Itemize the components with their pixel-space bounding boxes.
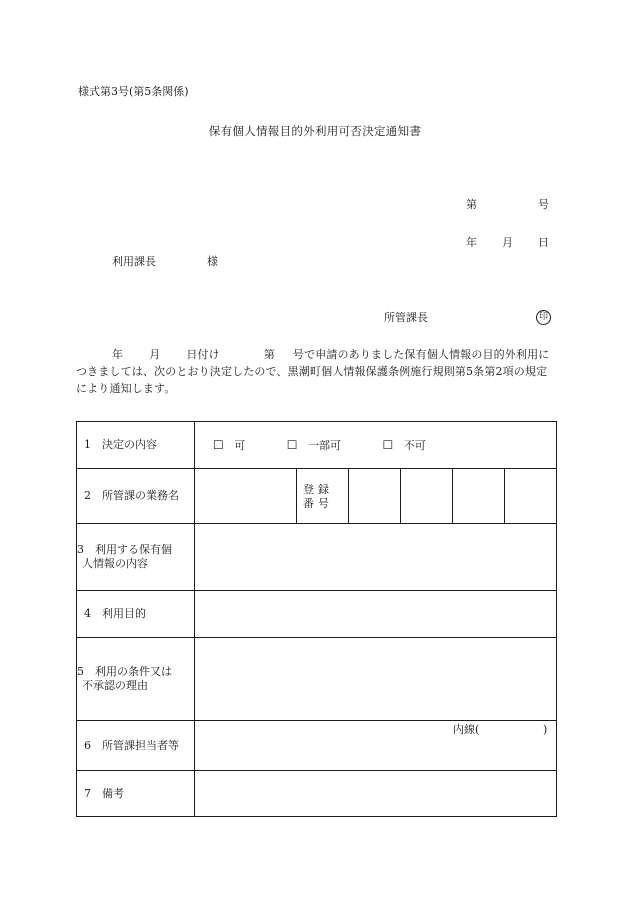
row-label-staff: 6 所管課担当者等: [77, 721, 195, 771]
body-month: 月: [149, 348, 161, 361]
document-number-prefix: 第: [466, 198, 477, 211]
body-dated: 日付け: [186, 348, 220, 361]
body-year: 年: [112, 348, 124, 361]
info-content-field[interactable]: [195, 524, 557, 591]
row-label-conditions: 5 利用の条件又は 不承認の理由: [77, 638, 195, 721]
extension-close: ): [543, 723, 548, 736]
form-style-label: 様式第3号(第5条関係): [78, 85, 189, 98]
checkbox-icon: ☐: [382, 437, 394, 452]
remarks-field[interactable]: [195, 771, 557, 817]
registration-number-cell[interactable]: [453, 469, 505, 524]
conditions-field[interactable]: [195, 638, 557, 721]
table-row: [77, 638, 557, 721]
decision-form-table: [76, 421, 557, 817]
table-row: [77, 591, 557, 638]
checkbox-icon: ☐: [286, 437, 298, 452]
row-label-purpose: 4 利用目的: [77, 591, 195, 638]
row-label-decision: 1 決定の内容: [77, 422, 195, 469]
table-row: [77, 524, 557, 591]
registration-number-label: 登録番号: [297, 469, 349, 524]
row-label-business-name: 2 所管課の業務名: [77, 469, 195, 524]
body-sentence: 号で申請のありました保有個人情報の目的外利用につきましては、次のとおり決定したので、黒潮町個人情報保護条例施行規則第5条第2項の規定により通知します。: [76, 348, 550, 395]
row-label-remarks: 7 備考: [77, 771, 195, 817]
seal-mark-icon: 印: [536, 310, 551, 325]
recipient-honorific: 様: [207, 255, 218, 268]
option-partial[interactable]: ☐ 一部可: [286, 437, 342, 452]
document-title: 保有個人情報目的外利用可否決定通知書: [208, 124, 422, 138]
option-reject[interactable]: ☐ 不可: [382, 437, 426, 452]
extension-label: 内線(: [453, 723, 480, 736]
registration-number-cell[interactable]: [401, 469, 453, 524]
decision-options: [195, 422, 557, 469]
table-row: [77, 771, 557, 817]
staff-field[interactable]: [195, 721, 557, 771]
purpose-field[interactable]: [195, 591, 557, 638]
checkbox-icon: ☐: [213, 437, 224, 452]
date-month-label: 月: [502, 236, 513, 249]
body-number-prefix: 第: [263, 348, 275, 361]
recipient-name: 利用課長: [112, 255, 156, 268]
table-row: [77, 422, 557, 469]
date-day-label: 日: [538, 236, 549, 249]
registration-number-cell[interactable]: [349, 469, 401, 524]
row-label-info-content: 3 利用する保有個 人情報の内容: [77, 524, 195, 591]
document-number-suffix: 号: [538, 198, 549, 211]
date-year-label: 年: [466, 236, 477, 249]
registration-number-cell[interactable]: [505, 469, 557, 524]
option-approve[interactable]: ☐ 可: [213, 437, 246, 452]
business-name-field[interactable]: [195, 469, 297, 524]
table-row: [77, 721, 557, 771]
sender-name: 所管課長: [384, 311, 428, 324]
table-row: [77, 469, 557, 524]
notice-body: [76, 346, 554, 397]
